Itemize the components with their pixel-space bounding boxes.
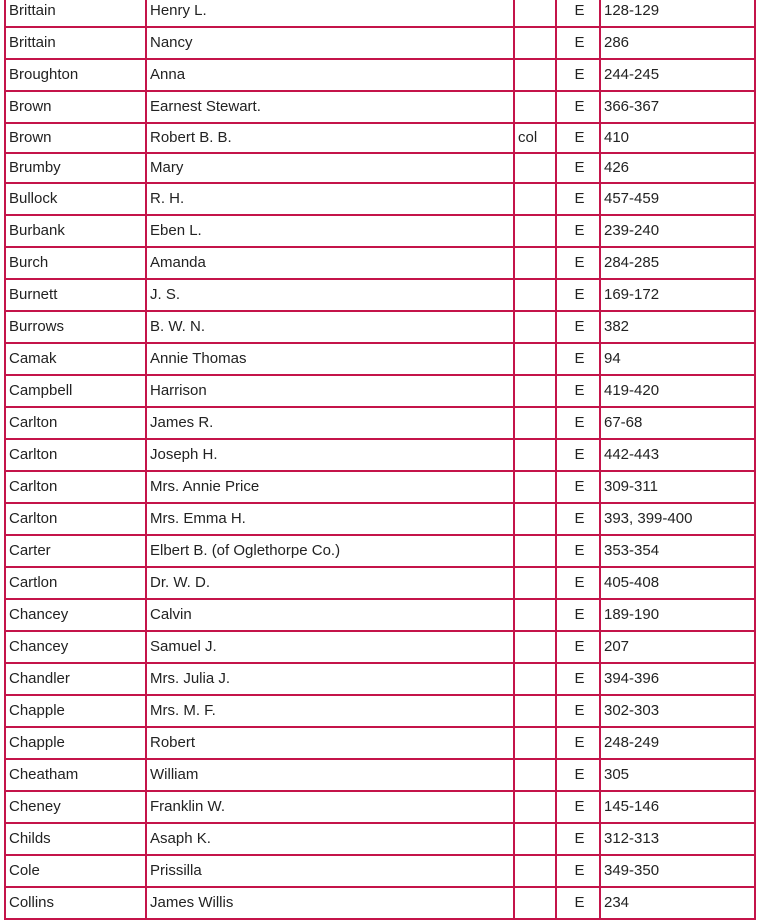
given-name-cell: Robert <box>146 727 514 759</box>
volume-cell: E <box>556 759 600 791</box>
note-cell <box>514 153 556 183</box>
surname-cell: Cheney <box>5 791 146 823</box>
given-name-cell: Mrs. Julia J. <box>146 663 514 695</box>
table-row <box>5 695 755 727</box>
table-row <box>5 59 755 91</box>
pages-cell: 442-443 <box>600 439 755 471</box>
table-row <box>5 503 755 535</box>
given-name-cell: Franklin W. <box>146 791 514 823</box>
note-cell <box>514 791 556 823</box>
pages-cell: 244-245 <box>600 59 755 91</box>
table-row <box>5 535 755 567</box>
note-cell <box>514 91 556 123</box>
index-table <box>4 0 756 920</box>
given-name-cell: R. H. <box>146 183 514 215</box>
given-name-cell: Robert B. B. <box>146 123 514 153</box>
pages-cell: 393, 399-400 <box>600 503 755 535</box>
given-name-cell: William <box>146 759 514 791</box>
volume-cell: E <box>556 663 600 695</box>
given-name-cell: James Willis <box>146 887 514 919</box>
volume-cell: E <box>556 279 600 311</box>
pages-cell: 94 <box>600 343 755 375</box>
note-cell <box>514 631 556 663</box>
surname-cell: Chancey <box>5 599 146 631</box>
note-cell <box>514 343 556 375</box>
table-row <box>5 375 755 407</box>
table-row <box>5 0 755 27</box>
pages-cell: 67-68 <box>600 407 755 439</box>
table-row <box>5 153 755 183</box>
table-row <box>5 215 755 247</box>
note-cell <box>514 311 556 343</box>
volume-cell: E <box>556 247 600 279</box>
pages-cell: 305 <box>600 759 755 791</box>
note-cell <box>514 503 556 535</box>
table-row <box>5 791 755 823</box>
table-row <box>5 407 755 439</box>
volume-cell: E <box>556 727 600 759</box>
surname-cell: Burbank <box>5 215 146 247</box>
surname-cell: Chandler <box>5 663 146 695</box>
volume-cell: E <box>556 91 600 123</box>
pages-cell: 207 <box>600 631 755 663</box>
volume-cell: E <box>556 311 600 343</box>
volume-cell: E <box>556 599 600 631</box>
pages-cell: 353-354 <box>600 535 755 567</box>
given-name-cell: Mrs. Annie Price <box>146 471 514 503</box>
given-name-cell: Amanda <box>146 247 514 279</box>
note-cell <box>514 695 556 727</box>
pages-cell: 405-408 <box>600 567 755 599</box>
pages-cell: 248-249 <box>600 727 755 759</box>
surname-cell: Burch <box>5 247 146 279</box>
pages-cell: 426 <box>600 153 755 183</box>
note-cell <box>514 279 556 311</box>
given-name-cell: Mrs. Emma H. <box>146 503 514 535</box>
table-row <box>5 439 755 471</box>
given-name-cell: Joseph H. <box>146 439 514 471</box>
volume-cell: E <box>556 375 600 407</box>
surname-cell: Carlton <box>5 503 146 535</box>
surname-cell: Cole <box>5 855 146 887</box>
volume-cell: E <box>556 27 600 59</box>
table-row <box>5 599 755 631</box>
surname-cell: Bullock <box>5 183 146 215</box>
given-name-cell: James R. <box>146 407 514 439</box>
table-row <box>5 279 755 311</box>
index-table-body <box>5 0 755 919</box>
pages-cell: 169-172 <box>600 279 755 311</box>
pages-cell: 312-313 <box>600 823 755 855</box>
given-name-cell: Calvin <box>146 599 514 631</box>
surname-cell: Carlton <box>5 407 146 439</box>
volume-cell: E <box>556 855 600 887</box>
volume-cell: E <box>556 439 600 471</box>
table-row <box>5 887 755 919</box>
pages-cell: 128-129 <box>600 0 755 27</box>
note-cell <box>514 215 556 247</box>
surname-cell: Chancey <box>5 631 146 663</box>
given-name-cell: Elbert B. (of Oglethorpe Co.) <box>146 535 514 567</box>
volume-cell: E <box>556 183 600 215</box>
given-name-cell: Mary <box>146 153 514 183</box>
given-name-cell: Earnest Stewart. <box>146 91 514 123</box>
volume-cell: E <box>556 887 600 919</box>
surname-cell: Carlton <box>5 471 146 503</box>
table-row <box>5 727 755 759</box>
given-name-cell: Harrison <box>146 375 514 407</box>
table-row <box>5 855 755 887</box>
given-name-cell: Asaph K. <box>146 823 514 855</box>
table-row <box>5 567 755 599</box>
surname-cell: Burrows <box>5 311 146 343</box>
given-name-cell: Samuel J. <box>146 631 514 663</box>
pages-cell: 234 <box>600 887 755 919</box>
surname-cell: Brumby <box>5 153 146 183</box>
table-row <box>5 823 755 855</box>
pages-cell: 284-285 <box>600 247 755 279</box>
note-cell <box>514 59 556 91</box>
pages-cell: 286 <box>600 27 755 59</box>
surname-cell: Cartlon <box>5 567 146 599</box>
note-cell <box>514 471 556 503</box>
table-row <box>5 183 755 215</box>
surname-cell: Carter <box>5 535 146 567</box>
note-cell <box>514 887 556 919</box>
table-row <box>5 471 755 503</box>
note-cell <box>514 727 556 759</box>
pages-cell: 239-240 <box>600 215 755 247</box>
table-row <box>5 631 755 663</box>
given-name-cell: Nancy <box>146 27 514 59</box>
note-cell <box>514 183 556 215</box>
table-row <box>5 123 755 153</box>
note-cell: col <box>514 123 556 153</box>
volume-cell: E <box>556 0 600 27</box>
surname-cell: Campbell <box>5 375 146 407</box>
volume-cell: E <box>556 503 600 535</box>
given-name-cell: Annie Thomas <box>146 343 514 375</box>
surname-cell: Chapple <box>5 727 146 759</box>
table-row <box>5 343 755 375</box>
note-cell <box>514 0 556 27</box>
given-name-cell: Anna <box>146 59 514 91</box>
table-row <box>5 759 755 791</box>
table-row <box>5 311 755 343</box>
surname-cell: Brittain <box>5 27 146 59</box>
table-row <box>5 663 755 695</box>
pages-cell: 419-420 <box>600 375 755 407</box>
volume-cell: E <box>556 567 600 599</box>
surname-cell: Childs <box>5 823 146 855</box>
pages-cell: 349-350 <box>600 855 755 887</box>
surname-cell: Brown <box>5 123 146 153</box>
surname-cell: Burnett <box>5 279 146 311</box>
table-row <box>5 91 755 123</box>
volume-cell: E <box>556 631 600 663</box>
volume-cell: E <box>556 215 600 247</box>
pages-cell: 189-190 <box>600 599 755 631</box>
table-row <box>5 247 755 279</box>
volume-cell: E <box>556 695 600 727</box>
given-name-cell: Mrs. M. F. <box>146 695 514 727</box>
note-cell <box>514 855 556 887</box>
volume-cell: E <box>556 123 600 153</box>
given-name-cell: J. S. <box>146 279 514 311</box>
note-cell <box>514 535 556 567</box>
surname-cell: Camak <box>5 343 146 375</box>
given-name-cell: Eben L. <box>146 215 514 247</box>
pages-cell: 410 <box>600 123 755 153</box>
note-cell <box>514 247 556 279</box>
surname-cell: Cheatham <box>5 759 146 791</box>
note-cell <box>514 663 556 695</box>
note-cell <box>514 407 556 439</box>
surname-cell: Brittain <box>5 0 146 27</box>
surname-cell: Broughton <box>5 59 146 91</box>
pages-cell: 457-459 <box>600 183 755 215</box>
surname-cell: Brown <box>5 91 146 123</box>
surname-cell: Chapple <box>5 695 146 727</box>
note-cell <box>514 439 556 471</box>
pages-cell: 382 <box>600 311 755 343</box>
volume-cell: E <box>556 823 600 855</box>
given-name-cell: Prissilla <box>146 855 514 887</box>
note-cell <box>514 823 556 855</box>
note-cell <box>514 567 556 599</box>
note-cell <box>514 375 556 407</box>
given-name-cell: Dr. W. D. <box>146 567 514 599</box>
surname-cell: Carlton <box>5 439 146 471</box>
note-cell <box>514 27 556 59</box>
volume-cell: E <box>556 59 600 91</box>
volume-cell: E <box>556 343 600 375</box>
volume-cell: E <box>556 407 600 439</box>
note-cell <box>514 599 556 631</box>
table-row <box>5 27 755 59</box>
pages-cell: 309-311 <box>600 471 755 503</box>
note-cell <box>514 759 556 791</box>
pages-cell: 394-396 <box>600 663 755 695</box>
pages-cell: 366-367 <box>600 91 755 123</box>
volume-cell: E <box>556 153 600 183</box>
volume-cell: E <box>556 535 600 567</box>
volume-cell: E <box>556 471 600 503</box>
pages-cell: 145-146 <box>600 791 755 823</box>
volume-cell: E <box>556 791 600 823</box>
given-name-cell: B. W. N. <box>146 311 514 343</box>
pages-cell: 302-303 <box>600 695 755 727</box>
given-name-cell: Henry L. <box>146 0 514 27</box>
surname-cell: Collins <box>5 887 146 919</box>
